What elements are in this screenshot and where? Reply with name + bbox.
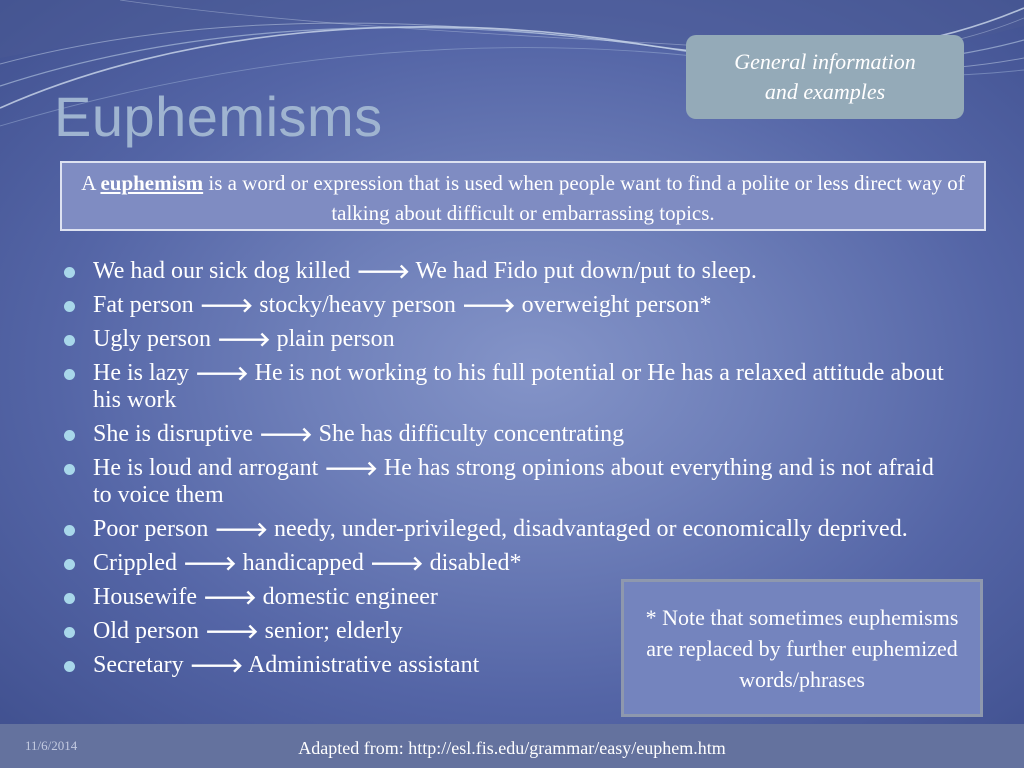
bullet-dot-icon [64, 369, 75, 380]
bullet-text: senior; elderly [258, 618, 403, 644]
bullet-text: We had Fido put down/put to sleep. [409, 258, 757, 284]
bullet-text: She is disruptive [93, 421, 259, 447]
bullet-dot-icon [64, 267, 75, 278]
bullet-dot-icon [64, 464, 75, 475]
bullet-text: Housewife [93, 584, 203, 610]
bullet-dot-icon [64, 593, 75, 604]
bullet-dot-icon [64, 661, 75, 672]
bullet-text: Crippled [93, 550, 183, 576]
arrow-right-icon: 🡒 [214, 517, 268, 541]
bullet-item [64, 360, 944, 414]
arrow-right-icon: 🡒 [259, 422, 313, 446]
arrow-right-icon: 🡒 [324, 456, 378, 480]
bullet-text: stocky/heavy person [253, 292, 462, 318]
arrow-right-icon: 🡒 [356, 259, 410, 283]
arrow-right-icon: 🡒 [216, 327, 271, 351]
topic-label-box [686, 35, 964, 119]
bullet-text: Old person [93, 618, 205, 644]
bullet-text: plain person [270, 326, 395, 352]
bullet-text: domestic engineer [256, 584, 438, 610]
arrow-right-icon: 🡒 [202, 585, 257, 609]
definition-text: is a word or expression that is used when people want to find a polite or less direct way of talking about difficult or embarrassing topics. [203, 171, 965, 225]
bullet-text: We had our sick dog killed [93, 258, 357, 284]
note-box [621, 579, 983, 717]
arrow-right-icon: 🡒 [183, 551, 237, 575]
bullet-dot-icon [64, 525, 75, 536]
topic-label-line1: General information [734, 49, 916, 74]
definition-box [60, 161, 986, 231]
bullet-item [64, 550, 944, 577]
bullet-item [64, 421, 944, 448]
bullet-item [64, 258, 944, 285]
bullet-text: needy, under-privileged, disadvantaged or economically deprived. [267, 516, 908, 542]
arrow-right-icon: 🡒 [369, 551, 424, 575]
footer-source: Adapted from: http://esl.fis.edu/grammar/easy/euphem.htm [298, 738, 726, 758]
bullet-text: Secretary [93, 652, 190, 678]
bullet-item [64, 516, 944, 543]
bullet-item [64, 326, 944, 353]
arrow-right-icon: 🡒 [194, 361, 249, 385]
definition-term: euphemism [100, 171, 204, 195]
bullet-text: disabled* [423, 550, 522, 576]
bullet-text: Fat person [93, 292, 200, 318]
bullet-text: handicapped [236, 550, 370, 576]
bullet-text: Ugly person [93, 326, 217, 352]
topic-label-line2: and examples [764, 79, 886, 104]
bullet-item [64, 455, 944, 509]
bullet-text: He is loud and arrogant [93, 455, 325, 481]
arrow-right-icon: 🡒 [189, 653, 244, 677]
bullet-text: Poor person [93, 516, 215, 542]
bullet-text: She has difficulty concentrating [312, 421, 625, 447]
arrow-right-icon: 🡒 [204, 619, 259, 643]
bullet-text: He is not working to his full potential or He has a relaxed attitude about his work [93, 360, 944, 413]
slide-title: Euphemisms [54, 85, 383, 148]
bullet-dot-icon [64, 335, 75, 346]
bullet-item [64, 292, 944, 319]
bullet-dot-icon [64, 301, 75, 312]
footer-date: 11/6/2014 [25, 738, 78, 753]
bullet-dot-icon [64, 430, 75, 441]
bullet-text: Administrative assistant [243, 652, 480, 678]
arrow-right-icon: 🡒 [199, 293, 254, 317]
note-text: * Note that sometimes euphemisms are replaced by further euphemized words/phrases [645, 604, 959, 692]
bullet-dot-icon [64, 559, 75, 570]
bullet-text: He is lazy [93, 360, 195, 386]
arrow-right-icon: 🡒 [461, 293, 516, 317]
bullet-text: He has strong opinions about everything and is not afraid to voice them [93, 455, 934, 508]
bullet-text: overweight person* [515, 292, 712, 318]
definition-prefix: A [81, 171, 101, 195]
bullet-dot-icon [64, 627, 75, 638]
